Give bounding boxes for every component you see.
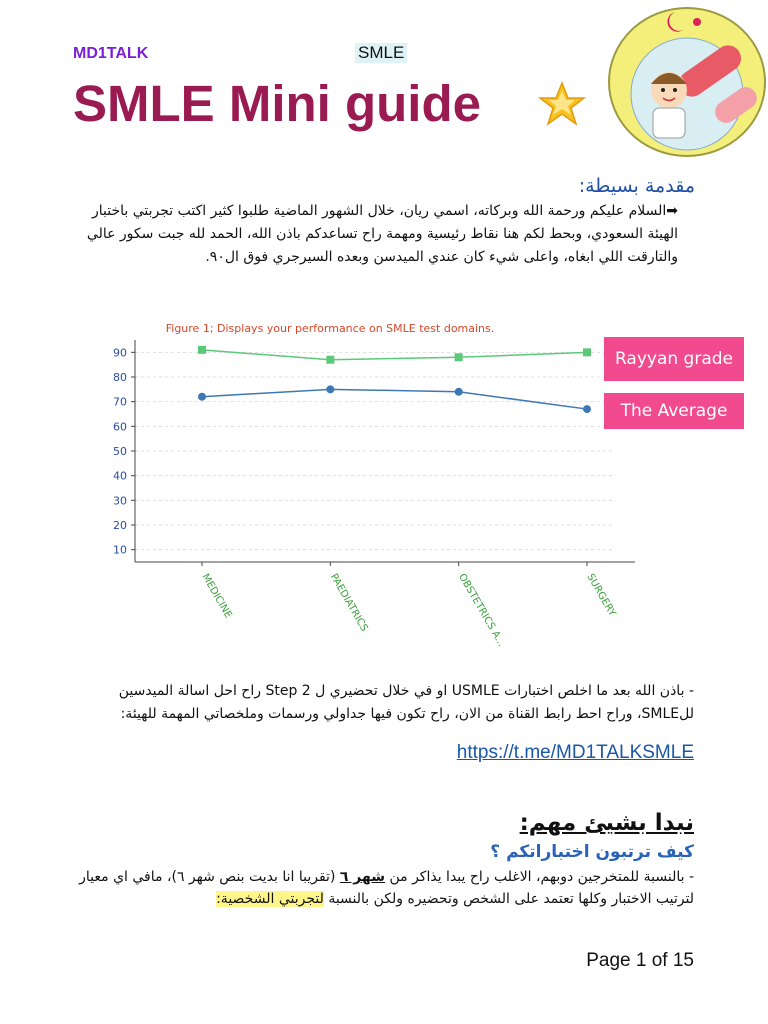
month-emphasis: شهر ٦ bbox=[339, 869, 386, 885]
y-tick-label: 30 bbox=[113, 494, 127, 508]
y-tick-label: 40 bbox=[113, 469, 127, 483]
doctor-logo-icon bbox=[605, 2, 768, 158]
intro-paragraph bbox=[78, 200, 678, 269]
y-tick-label: 10 bbox=[113, 543, 127, 557]
page-title: SMLE Mini guide bbox=[73, 75, 481, 132]
section2-paragraph: - باذن الله بعد ما اخلص اختبارات USMLE او في خلال تحضيري ل Step 2 راح احل اسالة الميدسين للSMLE، وراح احط رابط القناة من الان، راح تكون فيها جداولي ورسمات وملخصاتي المهمة للهيئة: bbox=[118, 683, 694, 722]
data-point bbox=[455, 388, 463, 396]
smle-term: SMLE bbox=[641, 706, 680, 722]
series-line-1 bbox=[202, 389, 587, 409]
chart-title: Figure 1; Displays your performance on SMLE test domains. bbox=[165, 322, 495, 335]
data-point bbox=[583, 405, 591, 413]
brand-label: MD1TALK bbox=[73, 45, 149, 62]
data-point bbox=[455, 353, 463, 361]
x-tick-label: SURGERY bbox=[584, 572, 618, 619]
y-tick-label: 80 bbox=[113, 371, 127, 384]
legend-the-average: The Average bbox=[604, 393, 744, 429]
data-point bbox=[198, 393, 206, 401]
x-tick-label: PAEDIATRICS bbox=[327, 572, 370, 634]
series-line-0 bbox=[202, 350, 587, 360]
step2-term: Step 2 bbox=[265, 683, 311, 699]
highlighted-text: لتجربتي الشخصية: bbox=[216, 891, 324, 907]
x-tick-label: MEDICINE bbox=[199, 572, 234, 621]
section3-heading: نبدا بشيئ مهم: bbox=[519, 810, 694, 836]
usmle-term: USMLE bbox=[451, 683, 500, 699]
data-point bbox=[326, 385, 334, 393]
y-tick-label: 60 bbox=[113, 420, 127, 434]
header-tag: SMLE bbox=[355, 43, 407, 63]
data-point bbox=[326, 356, 334, 364]
page-number: Page 1 of 15 bbox=[586, 950, 694, 971]
data-point bbox=[583, 348, 591, 356]
arrow-icon: ➡ bbox=[666, 203, 678, 219]
data-point bbox=[198, 346, 206, 354]
x-tick-label: OBSTETRICS A... bbox=[456, 572, 507, 649]
y-tick-label: 70 bbox=[113, 395, 127, 409]
legend-rayyan-grade: Rayyan grade bbox=[604, 337, 744, 381]
intro-text: السلام عليكم ورحمة الله وبركاته، اسمي ريان، خلال الشهور الماضية طلبوا كثير اكتب تجربتي باختبار الهيئة السعودي، وبحط لكم هنا نقاط رئيسية ومهمة راح تساعدكم باذن الله، الحمد لله جبت سكور عالي والتارقت اللي ابغاه، واعلى شيء كان عندي الميدسن وبعده السيرجري فوق ال٩٠. bbox=[86, 203, 678, 265]
y-tick-label: 50 bbox=[113, 445, 127, 458]
telegram-channel-link[interactable]: https://t.me/MD1TALKSMLE bbox=[456, 742, 694, 763]
section3-paragraph: - بالنسبة للمتخرجين دوبهم، الاغلب راح يبدا يذاكر من شهر ٦ (تقريبا انا بديت بنص شهر ٦)، مافي اي معيار لترتيب الاختبار وكلها تعتمد على الشخص وتحضيره ولكن بالنسبة لتجربتي الشخصية: bbox=[79, 869, 694, 907]
star-icon bbox=[538, 80, 586, 128]
y-tick-label: 20 bbox=[113, 519, 127, 532]
intro-heading: مقدمة بسيطة: bbox=[578, 175, 695, 197]
section3-question: كيف ترتبون اختباراتكم ؟ bbox=[490, 842, 694, 862]
y-tick-label: 90 bbox=[113, 346, 127, 360]
